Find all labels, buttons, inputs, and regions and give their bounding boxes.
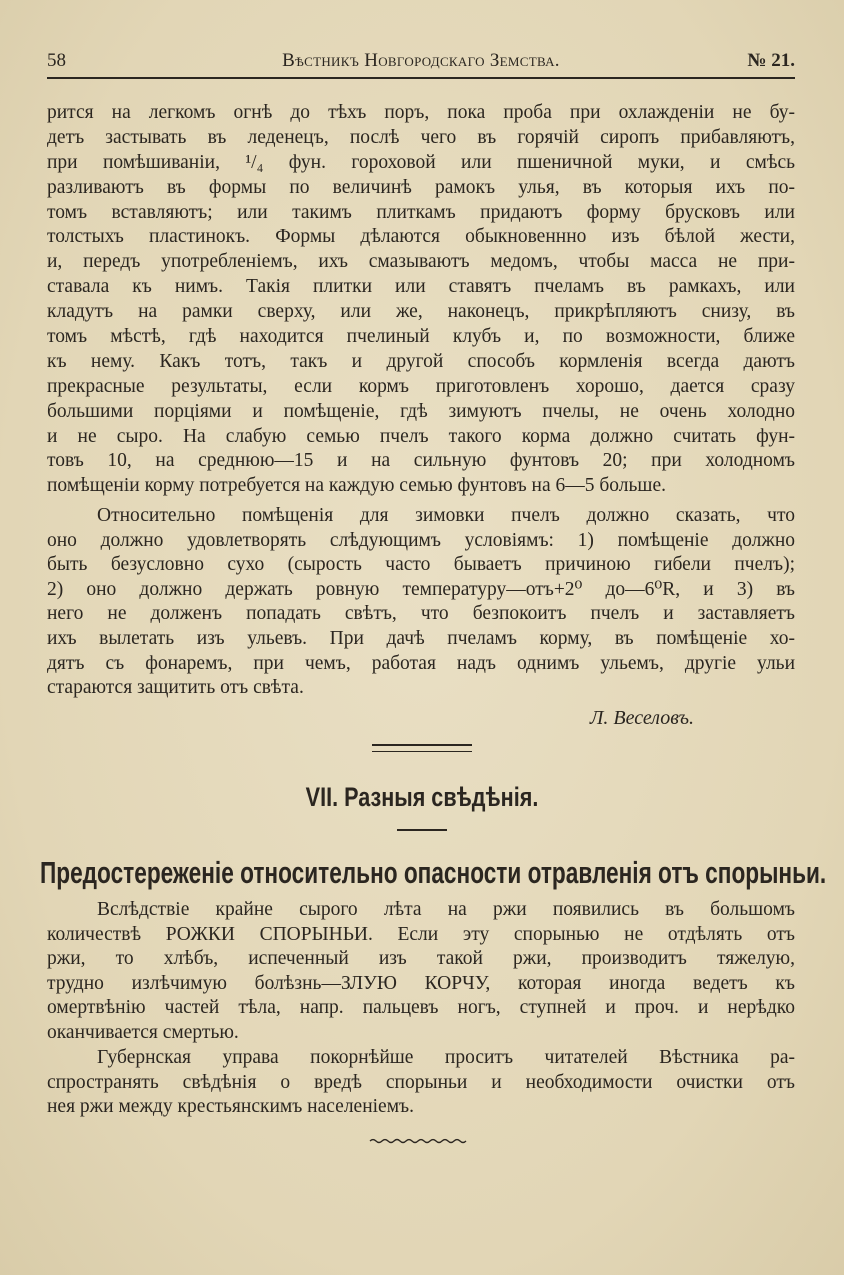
text-line: нея ржи между крестьянскимъ населеніемъ. [47,1096,415,1118]
text-line: спространять свѣдѣнія о вредѣ спорыньи и необходимости очистки отъ [47,1071,795,1093]
text-line: ставала къ нимъ. Такія плитки или ставятъ пчеламъ въ рамкахъ, или [47,276,795,298]
page-number: 58 [47,50,66,71]
text-line: разливаютъ въ формы по величинѣ рамокъ улья, въ которыя ихъ по- [47,176,795,198]
text-line: при помѣшиваніи, ¹/₄ фун. гороховой или пшеничной муки, и смѣсь [47,151,795,173]
text-line: рится на легкомъ огнѣ до тѣхъ поръ, пока проба при охлажденіи не бу- [47,102,795,123]
text-line: толстыхъ пластинокъ. Формы дѣлаются обыкновеннно изъ бѣлой жести, [47,226,795,248]
text-line: количествѣ РОЖКИ СПОРЫНЬИ. Если эту спорынью не отдѣлять отъ [47,923,795,945]
text-line: омертвѣнію частей тѣла, напр. пальцевъ ногъ, ступней и проч. и нерѣдко [47,997,795,1019]
article1-paragraph2 [47,504,795,701]
text-line: детъ застывать въ леденецъ, послѣ чего въ горячій сиропъ прибавляютъ, [47,126,795,148]
end-ornament [368,1136,468,1146]
text-line: дятъ съ фонаремъ, при чемъ, работая надъ однимъ ульемъ, другіе ульи [47,652,795,674]
text-line: къ нему. Какъ тотъ, такъ и другой способъ кормленія всегда даютъ [47,350,795,372]
text-line: оканчивается смертью. [47,1021,239,1043]
text-line: стараются защитить отъ свѣта. [47,677,304,699]
text-line: и не сыро. На слабую семью пчелъ такого корма должно считать фун- [47,425,795,447]
text-line: томъ вставляютъ; или такимъ плиткамъ придаютъ форму брусковъ или [47,201,795,223]
running-header [47,50,795,74]
article1-paragraph1 [47,101,795,499]
text-line: товъ 10, на среднюю—15 и на сильную фунтовъ 20; при холодномъ [47,450,795,472]
text-line: большими порціями и помѣщеніе, гдѣ зимуютъ пчелы, не очень холодно [47,400,795,422]
text-line: кладутъ на рамки сверху, или же, наконецъ, прикрѣпляютъ снизу, въ [47,301,795,323]
article2-paragraph1 [47,898,795,1046]
text-line: трудно излѣчимую болѣзнь—ЗЛУЮ КОРЧУ, которая иногда ведетъ къ [47,972,795,994]
text-line: прекрасные результаты, если кормъ приготовленъ хорошо, дается сразу [47,375,795,397]
section-divider [372,744,472,752]
text-line: томъ мѣстѣ, гдѣ находится пчелиный клубъ и, по возможности, ближе [47,326,795,348]
text-line: оно должно удовлетворять слѣдующимъ условіямъ: 1) помѣщеніе должно [47,529,795,551]
section-heading: VII. Разныя свѣдѣнія. [305,782,539,812]
signature: Л. Веселовъ. [589,707,694,729]
issue-number: № 21. [747,50,795,71]
article2-paragraph2 [47,1046,795,1120]
text-line: помѣщеніи корму потребуется на каждую семью фунтовъ на 6—5 больше. [47,475,666,497]
heading-rule [397,829,447,831]
text-line: Вслѣдствіе крайне сырого лѣта на ржи появились въ большомъ [97,899,795,920]
text-line: и, передъ употребленіемъ, ихъ смазываютъ медомъ, чтобы масса не при- [47,251,795,273]
text-line: ихъ вылетать изъ ульевъ. При дачѣ пчеламъ корму, въ помѣщеніе хо- [47,627,795,649]
text-line: быть безусловно сухо (сырость часто бываетъ причиною гибели пчелъ); [47,554,795,576]
text-line: него не долженъ попадать свѣтъ, что безпокоитъ пчелъ и заставляетъ [47,603,795,625]
journal-title: Вѣстникъ Новгородскаго Земства. [282,50,560,71]
article2-title: Предостереженіе относительно опасности отравленія отъ спорыньи. [40,855,827,890]
text-line: ржи, то хлѣбъ, испеченный изъ такой ржи, производитъ тяжелую, [47,948,795,970]
text-line: Губернская управа покорнѣйше проситъ читателей Вѣстника ра- [97,1047,795,1068]
text-line: Относительно помѣщенія для зимовки пчелъ должно сказать, что [97,505,795,526]
header-rule [47,77,795,79]
text-line: 2) оно должно держать ровную температуру—отъ+2⁰ до—6⁰R, и 3) въ [47,578,795,600]
